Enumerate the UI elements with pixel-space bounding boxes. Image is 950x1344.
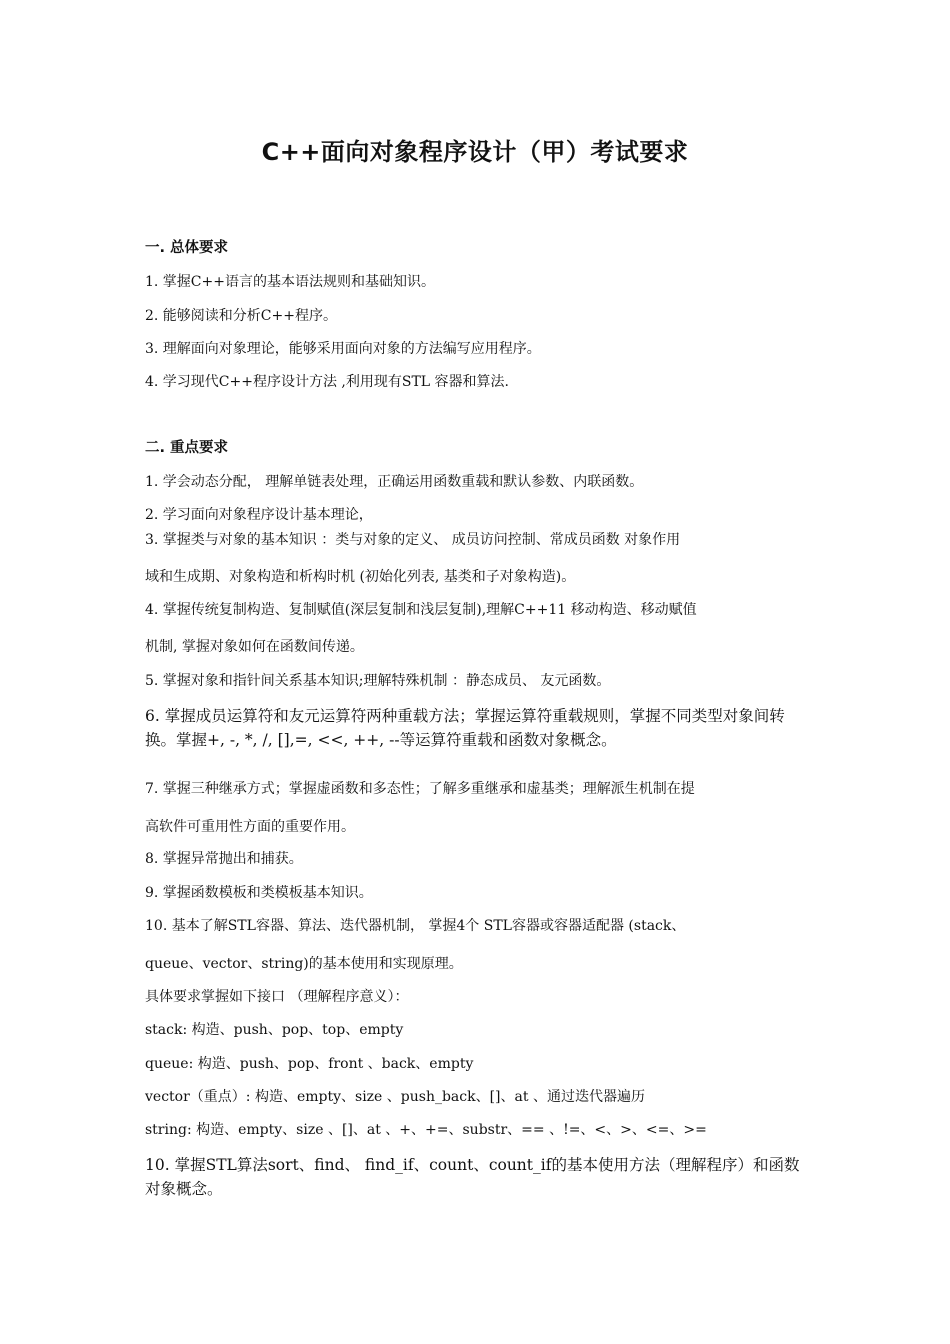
key-item-4-cont: 机制, 掌握对象如何在函数间传递。 (145, 639, 364, 655)
interface-stack: stack: 构造、push、pop、top、empty (145, 1022, 404, 1038)
interface-intro: 具体要求掌握如下接口 （理解程序意义）： (145, 989, 409, 1005)
key-item-5: 5. 掌握对象和指针间关系基本知识;理解特殊机制 ：静态成员、 友元函数。 (145, 673, 611, 689)
key-item-6: 6. 掌握成员运算符和友元运算符两种重载方法；掌握运算符重载规则，掌握不同类型对象间转换。掌握+, -, *, /, [],=, <<, ++, --等运算符重载和函数对象概念。 (145, 707, 785, 749)
key-item-3-cont: 域和生成期、对象构造和析构时机 (初始化列表, 基类和子对象构造)。 (145, 569, 576, 585)
document-title: C++面向对象程序设计（甲）考试要求 (261, 138, 689, 166)
interface-vector: vector（重点）: 构造、empty、size 、push_back、[]、at 、通过迭代器遍历 (145, 1089, 645, 1105)
key-item-3: 3. 掌握类与对象的基本知识 ：类与对象的定义、 成员访问控制、常成员函数 对象作用 (145, 532, 681, 548)
general-item-4: 4. 学习现代C++程序设计方法 ,利用现有STL 容器和算法. (145, 374, 510, 390)
key-item-7-cont: 高软件可重用性方面的重要作用。 (145, 819, 355, 835)
section-heading-general: 一. 总体要求 (145, 240, 229, 256)
general-item-2: 2. 能够阅读和分析C++程序。 (145, 308, 337, 324)
key-item-10-algorithms: 10. 掌握STL算法sort、find、 find_if、count、count_if的基本使用方法（理解程序）和函数对象概念。 (145, 1156, 800, 1198)
key-item-10-cont: queue、vector、string)的基本使用和实现原理。 (145, 956, 463, 972)
key-item-2: 2. 学习面向对象程序设计基本理论， (145, 507, 373, 523)
interface-queue: queue: 构造、push、pop、front 、back、empty (145, 1056, 474, 1072)
key-item-10: 10. 基本了解STL容器、算法、迭代器机制， 掌握4个 STL容器或容器适配器 (stack、 (145, 918, 686, 934)
section-heading-key: 二. 重点要求 (145, 440, 229, 456)
general-item-1: 1. 掌握C++语言的基本语法规则和基础知识。 (145, 274, 435, 290)
interface-string: string: 构造、empty、size 、[]、at 、+、+=、substr、== 、!=、<、>、<=、>= (145, 1122, 707, 1138)
key-item-8: 8. 掌握异常抛出和捕获。 (145, 851, 303, 867)
general-item-3: 3. 理解面向对象理论，能够采用面向对象的方法编写应用程序。 (145, 341, 541, 357)
key-item-9: 9. 掌握函数模板和类模板基本知识。 (145, 885, 373, 901)
key-item-7: 7. 掌握三种继承方式；掌握虚函数和多态性；了解多重继承和虚基类；理解派生机制在提 (145, 781, 695, 797)
key-item-1: 1. 学会动态分配， 理解单链表处理，正确运用函数重载和默认参数、内联函数。 (145, 474, 644, 490)
key-item-4: 4. 掌握传统复制构造、复制赋值(深层复制和浅层复制),理解C++11 移动构造、移动赋值 (145, 602, 697, 618)
